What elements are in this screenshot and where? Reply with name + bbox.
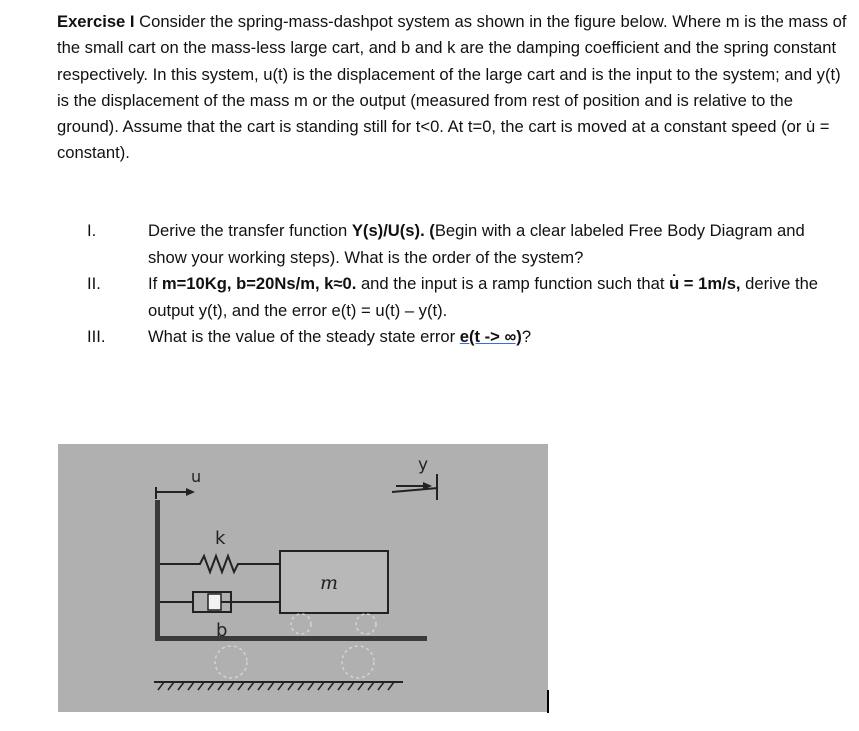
b-label: b — [216, 620, 228, 641]
m-label: m — [320, 572, 339, 594]
question-text: Derive the transfer function Y(s)/U(s). (Begin with a clear labeled Free Body Diagram and show your working steps). What is the order of the system? — [148, 221, 805, 267]
y-label: y — [418, 455, 429, 475]
question-number: III. — [87, 327, 106, 346]
exercise-title: Exercise I — [57, 12, 135, 31]
k-label: k — [215, 528, 226, 549]
problem-text: Consider the spring-mass-dashpot system as shown in the figure below. Where m is the mass of the small cart on the mass-less large cart, and b and k are the damping coefficient and the spring constant respectively. In this system, u(t) is the displacement of the large cart and is the input to the system; and y(t) is the displacement of the mass m or the output (measured from rest of position and is relative to the ground). Assume that the cart is standing still for t<0. At t=0, the cart is moved at a constant speed (or u̇ = constant). — [57, 12, 847, 163]
question-number: I. — [87, 221, 97, 240]
question-text: If m=10Kg, b=20Ns/m, k≈0. and the input is a ramp function such that u̇ = 1m/s, derive the output y(t), and the error e(t) = u(t) – y(t). — [148, 274, 819, 320]
question-number: II. — [87, 274, 101, 293]
divider-line — [547, 690, 549, 713]
question-text: What is the value of the steady state error e(t -> ∞)? — [148, 327, 532, 346]
u-label: u — [191, 467, 202, 486]
spring-mass-dashpot-figure — [58, 444, 548, 712]
problem-statement — [57, 9, 847, 167]
